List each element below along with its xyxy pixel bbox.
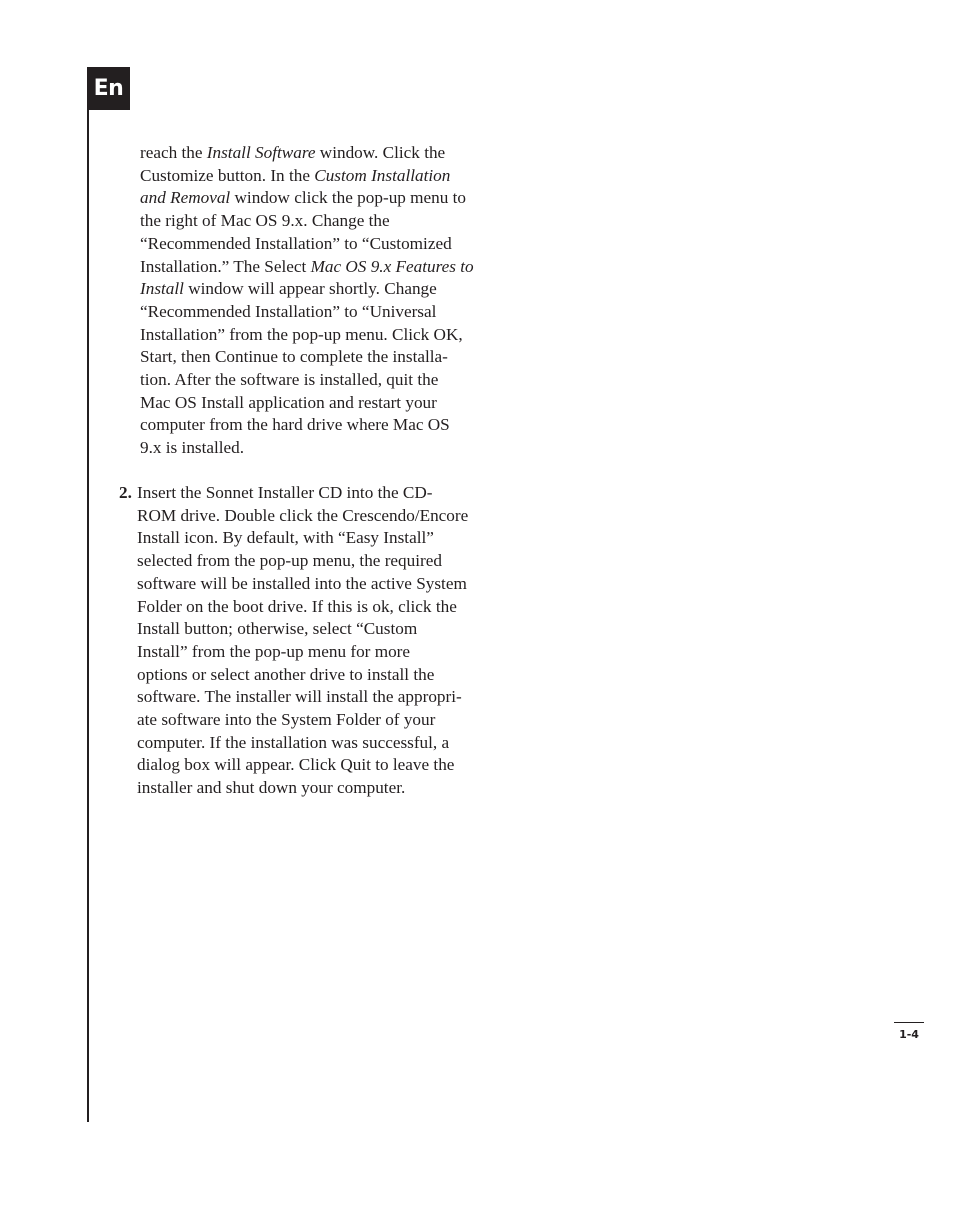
text-line: ate software into the System Folder of your xyxy=(137,710,436,730)
text-line: options or select another drive to install the xyxy=(137,664,435,684)
text-line xyxy=(140,414,485,437)
text-run: Start, then Continue to complete the installa- xyxy=(140,347,448,367)
italic-run: and Removal xyxy=(140,188,231,208)
text-line: Install button; otherwise, select “Custom xyxy=(137,619,418,639)
text-line: selected from the pop-up menu, the required xyxy=(137,551,442,571)
text-run: tion. After the software is installed, quit the xyxy=(140,370,439,390)
italic-run: Install xyxy=(140,279,184,299)
text-line: Insert the Sonnet Installer CD into the CD- xyxy=(137,483,433,502)
text-run: Installation” from the pop-up menu. Click OK, xyxy=(140,324,463,344)
text-line xyxy=(140,346,485,369)
text-run: window will appear shortly. Change xyxy=(183,279,437,299)
page-number: 1-4 xyxy=(899,1028,919,1041)
text-line: software. The installer will install the appropri- xyxy=(137,687,462,707)
italic-run: Custom Installation xyxy=(314,165,451,185)
text-line: installer and shut down your computer. xyxy=(137,778,406,798)
margin-rule xyxy=(87,110,89,1122)
text-line: dialog box will appear. Click Quit to leave the xyxy=(137,755,455,775)
text-line: computer. If the installation was successful, a xyxy=(137,732,450,752)
text-run: Installation.” The Select xyxy=(140,256,311,276)
text-line: Install” from the pop-up menu for more xyxy=(137,641,411,661)
text-run: 9.x is installed. xyxy=(140,438,245,458)
list-number: 2. xyxy=(119,483,132,502)
language-tab: En xyxy=(87,67,130,110)
continuation-paragraph xyxy=(140,142,485,460)
text-line xyxy=(140,369,485,392)
text-line xyxy=(140,233,485,256)
text-run: computer from the hard drive where Mac OS xyxy=(140,415,450,435)
text-run: window. Click the xyxy=(315,143,446,162)
page-number-rule xyxy=(894,1022,924,1023)
text-line xyxy=(140,187,485,210)
text-run: the right of Mac OS 9.x. Change the xyxy=(140,211,390,231)
text-line xyxy=(140,301,485,324)
italic-run: Mac OS 9.x Features to xyxy=(310,256,474,276)
text-run: reach the xyxy=(140,143,207,162)
text-line xyxy=(140,210,485,233)
italic-run: Install Software xyxy=(206,143,316,162)
text-line: Folder on the boot drive. If this is ok, click the xyxy=(137,596,457,616)
text-line xyxy=(140,437,485,460)
text-run: Mac OS Install application and restart your xyxy=(140,392,437,412)
text-line xyxy=(140,278,485,301)
text-run: Customize button. In the xyxy=(140,165,315,185)
text-line xyxy=(140,256,485,279)
text-line xyxy=(140,392,485,415)
text-run: window click the pop-up menu to xyxy=(230,188,467,208)
list-item-body xyxy=(137,482,479,800)
text-line: Install icon. By default, with “Easy Install” xyxy=(137,528,434,548)
text-line xyxy=(140,142,485,165)
text-run: “Recommended Installation” to “Customized xyxy=(140,233,452,253)
text-line xyxy=(140,324,485,347)
text-line xyxy=(140,165,485,188)
text-line: ROM drive. Double click the Crescendo/Encore xyxy=(137,505,469,525)
text-line: software will be installed into the active System xyxy=(137,573,467,593)
text-run: “Recommended Installation” to “Universal xyxy=(140,301,437,321)
